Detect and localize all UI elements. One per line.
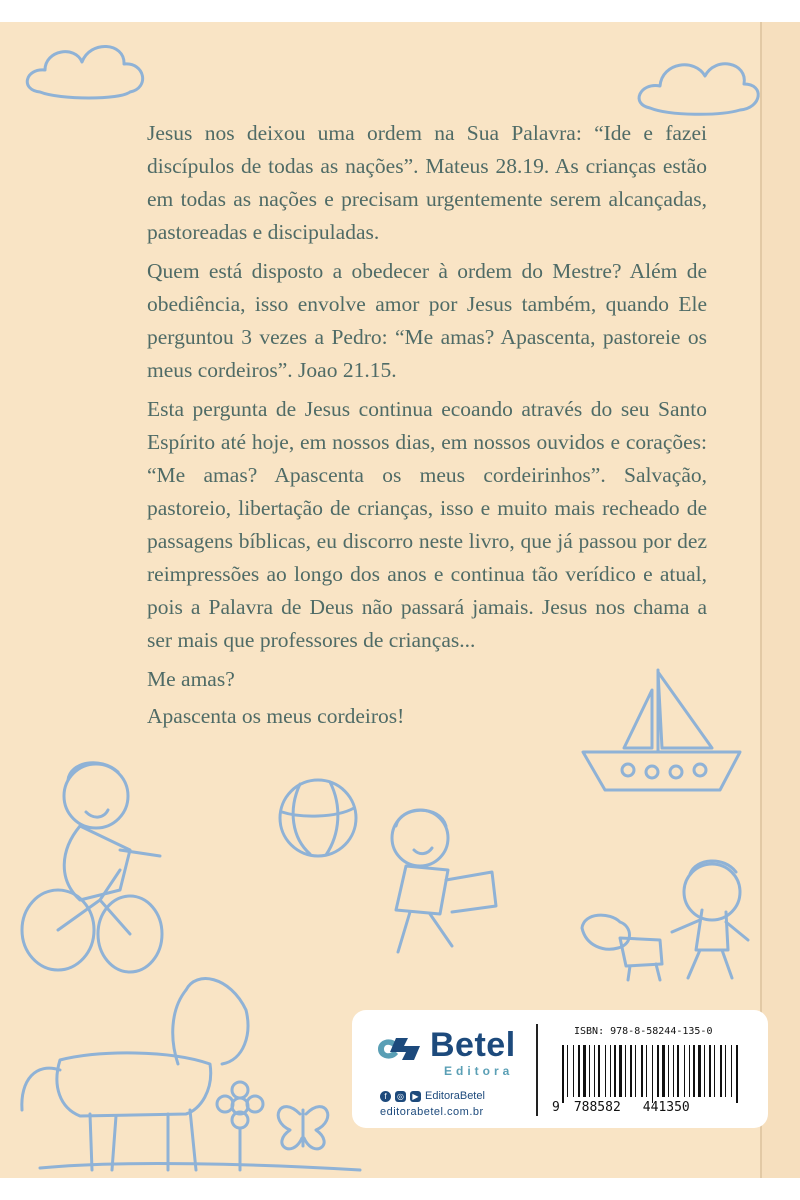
- barcode-bar: [578, 1045, 580, 1097]
- isbn-label: ISBN: 978-8-58244-135-0: [574, 1026, 713, 1037]
- barcode-bar: [573, 1045, 574, 1097]
- barcode-bar: [625, 1045, 626, 1097]
- barcode-bar: [668, 1045, 669, 1097]
- butterfly-icon: [278, 1107, 328, 1149]
- child-on-bicycle-icon: [22, 763, 162, 972]
- barcode-bar: [589, 1045, 590, 1097]
- youtube-icon[interactable]: ▶: [410, 1091, 421, 1102]
- barcode-bar: [709, 1045, 711, 1097]
- closing-question: Me amas?: [147, 667, 235, 691]
- horse-icon: [22, 979, 248, 1170]
- girl-with-dog-icon: [582, 861, 748, 980]
- barcode-bar: [635, 1045, 636, 1097]
- barcode-bar: [720, 1045, 722, 1097]
- facebook-icon[interactable]: f: [380, 1091, 391, 1102]
- barcode-bar: [725, 1045, 726, 1097]
- barcode-bar: [677, 1045, 679, 1097]
- publisher-subtitle: Editora: [444, 1064, 514, 1078]
- barcode-bar: [594, 1045, 595, 1097]
- barcode-bar: [583, 1045, 586, 1097]
- barcode-bar: [567, 1045, 568, 1097]
- barcode-bar: [630, 1045, 632, 1097]
- barcode-bar: [673, 1045, 674, 1097]
- isbn-barcode: [552, 1040, 748, 1108]
- publisher-name: Betel: [430, 1026, 516, 1064]
- barcode-digits: [552, 1100, 752, 1115]
- social-links: [380, 1090, 485, 1102]
- barcode-bar: [689, 1045, 690, 1097]
- divider: [536, 1024, 538, 1116]
- barcode-bar: [652, 1045, 653, 1103]
- barcode-bar: [684, 1045, 685, 1097]
- cloud-left-icon: [27, 46, 142, 98]
- beach-ball-icon: [280, 780, 356, 856]
- flower-icon: [217, 1082, 263, 1170]
- barcode-digits-right: 441350: [642, 1100, 690, 1115]
- barcode-bar: [619, 1045, 622, 1097]
- cloud-right-icon: [639, 64, 758, 114]
- website-link[interactable]: editorabetel.com.br: [380, 1106, 484, 1118]
- closing-exhortation: Apascenta os meus cordeiros!: [147, 704, 405, 728]
- barcode-bar: [598, 1045, 600, 1097]
- barcode-bar: [698, 1045, 701, 1097]
- barcode-bar: [614, 1045, 616, 1097]
- barcode-bar: [610, 1045, 611, 1097]
- publisher-isbn-box: [352, 1010, 768, 1128]
- barcode-bar: [714, 1045, 715, 1097]
- barcode-bar: [736, 1045, 738, 1103]
- social-handle[interactable]: EditoraBetel: [425, 1090, 485, 1102]
- barcode-bar: [605, 1045, 606, 1097]
- barcode-bar: [731, 1045, 732, 1097]
- barcode-bar: [657, 1045, 659, 1097]
- back-cover-text: [147, 117, 707, 737]
- barcode-bar: [641, 1045, 643, 1097]
- barcode-digit-first: 9: [552, 1100, 560, 1115]
- barcode-bar: [693, 1045, 695, 1097]
- barcode-bar: [646, 1045, 647, 1097]
- paragraph-2: Quem está disposto a obedecer à ordem do Mestre? Além de obediência, isso envolve amor por Jesus também, quando Ele perguntou 3 vezes a Pedro: “Me amas? Apascenta, pastoreie os meus cordeiros”. Joao 21.15.: [147, 259, 707, 382]
- walking-boy-icon: [392, 810, 496, 952]
- barcode-bar: [662, 1045, 665, 1097]
- barcode-bar: [704, 1045, 705, 1097]
- betel-logo-icon: [374, 1034, 424, 1064]
- paragraph-3: Esta pergunta de Jesus continua ecoando através do seu Santo Espírito até hoje, em nossos dias, em nossos ouvidos e corações: “Me amas? Apascenta os meus cordeirinhos”. Salvação, pastoreio, libertação de crianças, isso e muito mais recheado de passagens bíblicas, eu discorro neste livro, que já passou por dez reimpressões ao longo dos anos e continua tão verídico e atual, pois a Palavra de Deus não passará jamais. Jesus nos chama a ser mais que professores de crianças...: [147, 397, 707, 652]
- barcode-bar: [562, 1045, 564, 1103]
- instagram-icon[interactable]: ◎: [395, 1091, 406, 1102]
- grass-decoration: [40, 1164, 360, 1170]
- paragraph-1: Jesus nos deixou uma ordem na Sua Palavra: “Ide e fazei discípulos de todas as nações”. Mateus 28.19. As crianças estão em todas as nações e precisam urgentemente serem alcançadas, pastoreadas e discipuladas.: [147, 121, 707, 244]
- barcode-digits-left: 788582: [573, 1100, 621, 1115]
